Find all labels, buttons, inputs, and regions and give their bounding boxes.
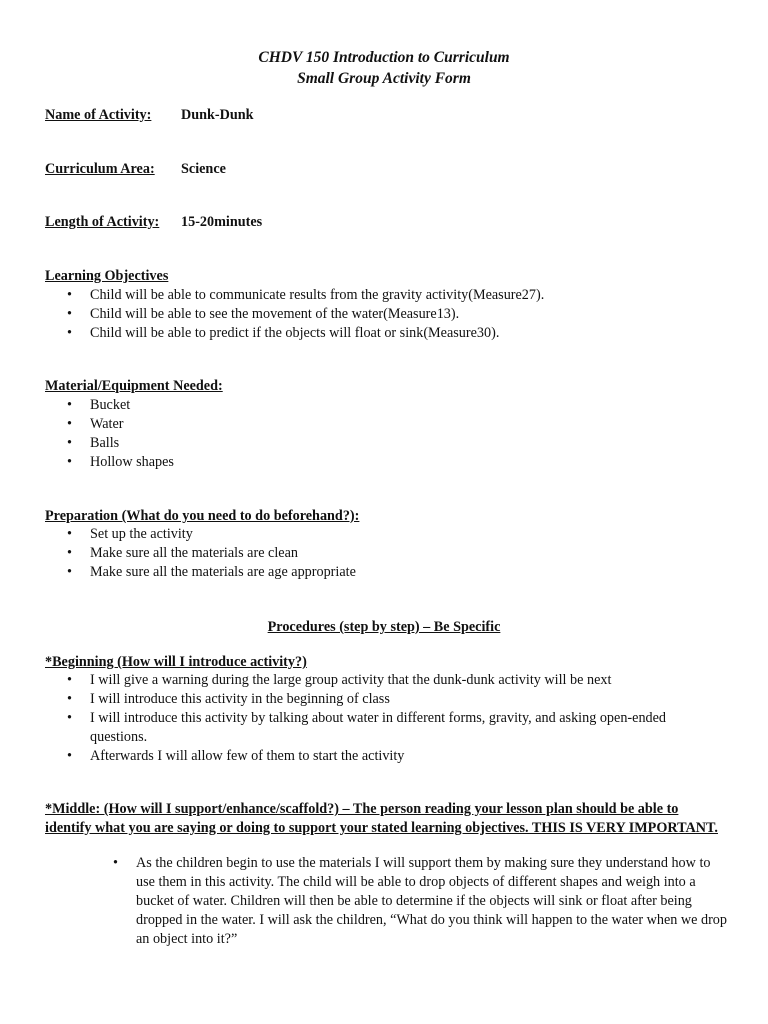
list-item: • Afterwards I will allow few of them to start the activity (45, 747, 725, 766)
beginning-list (45, 671, 725, 766)
list-item: • Bucket (45, 396, 735, 415)
document-title: CHDV 150 Introduction to Curriculum (258, 49, 510, 66)
materials-heading: Material/Equipment Needed: (45, 378, 223, 394)
activity-length-field (45, 213, 263, 232)
middle-list (91, 854, 731, 949)
activity-length-value: 15-20minutes (181, 214, 263, 230)
list-item: • Child will be able to predict if the objects will float or sink(Measure30). (45, 324, 735, 343)
preparation-heading: Preparation (What do you need to do beforehand?): (45, 508, 360, 524)
middle-heading: *Middle: (How will I support/enhance/scaffold?) – The person reading your lesson plan should be able to identify what you are saying or doing to support your stated learning objectives. THIS IS VERY IMPORTANT. (45, 801, 718, 836)
activity-name-value: Dunk-Dunk (181, 107, 254, 123)
activity-length-label: Length of Activity: (45, 214, 160, 230)
list-item: • As the children begin to use the materials I will support them by making sure they understand how to use them in this activity. The child will be able to drop objects of different shapes and weigh into a bucket of water. Children will then be able to determine if the objects will sink or float after being dropped in the water. I will ask the children, “What do you think will happen to the water when we drop an object into it?” (91, 854, 731, 949)
list-item: • Balls (45, 434, 735, 453)
list-item: • I will introduce this activity by talking about water in different forms, gravity, and asking open-ended questions. (45, 709, 725, 747)
document-subtitle: Small Group Activity Form (297, 70, 471, 87)
beginning-heading: *Beginning (How will I introduce activity?) (45, 654, 307, 670)
list-item: • Child will be able to communicate results from the gravity activity(Measure27). (45, 286, 735, 305)
list-item: • Make sure all the materials are clean (45, 544, 735, 563)
procedures-heading: Procedures (step by step) – Be Specific (267, 619, 501, 635)
list-item: • Child will be able to see the movement of the water(Measure13). (45, 305, 735, 324)
list-item: • Water (45, 415, 735, 434)
list-item: • Make sure all the materials are age appropriate (45, 563, 735, 582)
list-item: • I will introduce this activity in the beginning of class (45, 690, 725, 709)
list-item: • Hollow shapes (45, 453, 735, 472)
curriculum-area-value: Science (181, 161, 226, 177)
list-item: • Set up the activity (45, 525, 735, 544)
preparation-list (45, 525, 735, 582)
objectives-list (45, 286, 735, 343)
list-item: • I will give a warning during the large group activity that the dunk-dunk activity will be next (45, 671, 725, 690)
curriculum-area-label: Curriculum Area: (45, 161, 155, 177)
activity-name-label: Name of Activity: (45, 107, 152, 123)
objectives-heading: Learning Objectives (45, 268, 169, 284)
materials-list (45, 396, 735, 472)
curriculum-area-field (45, 160, 226, 179)
activity-name-field (45, 106, 254, 125)
